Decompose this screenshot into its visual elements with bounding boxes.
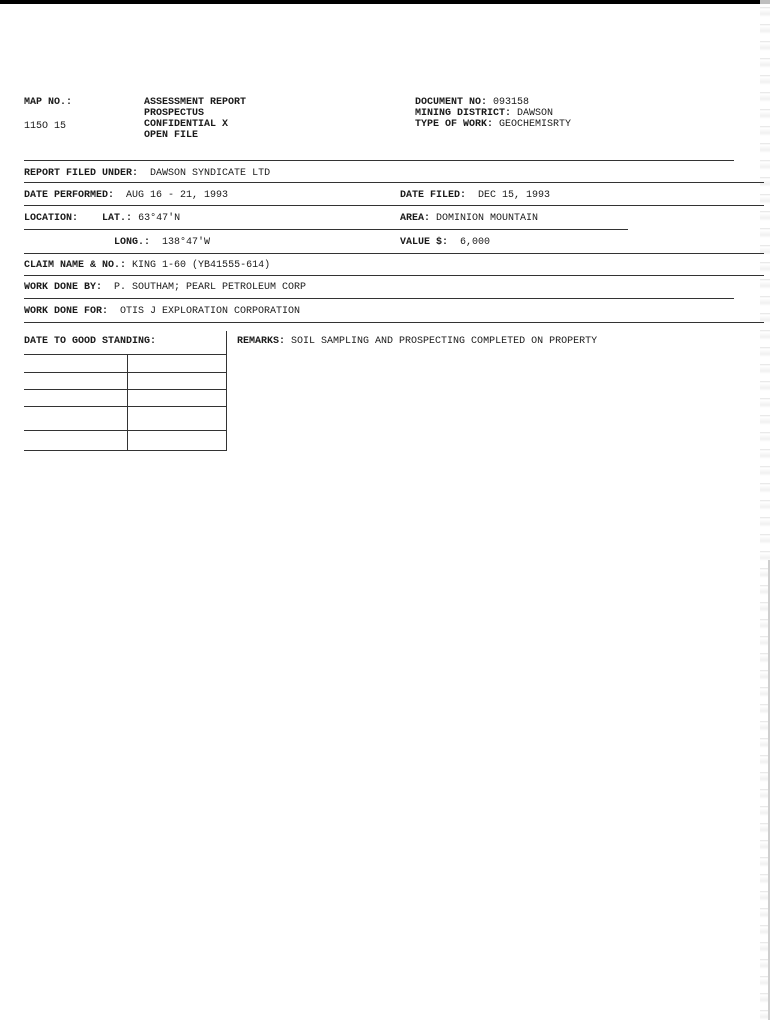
- date-performed-value: AUG 16 - 21, 1993: [126, 190, 229, 201]
- type-of-work-value: GEOCHEMISRTY: [499, 119, 572, 130]
- lat-label: LAT.:: [102, 213, 133, 224]
- grid-rule: [24, 430, 226, 431]
- work-done-by-label: WORK DONE BY:: [24, 282, 103, 293]
- type-of-work-line: [415, 119, 571, 130]
- map-no-value: 115O 15: [24, 121, 67, 132]
- grid-rule: [24, 389, 226, 390]
- date-performed-row: [24, 190, 228, 201]
- divider: [226, 331, 227, 451]
- grid-divider: [127, 354, 128, 450]
- map-no-label: MAP NO.:: [24, 97, 73, 108]
- date-filed-label: DATE FILED:: [400, 190, 467, 201]
- area-row: [400, 213, 538, 224]
- value-value: 6,000: [460, 237, 491, 248]
- work-done-for-label: WORK DONE FOR:: [24, 306, 109, 317]
- area-label: AREA:: [400, 213, 431, 224]
- work-done-by-value: P. SOUTHAM; PEARL PETROLEUM CORP: [114, 282, 307, 293]
- work-done-for-row: [24, 306, 300, 317]
- long-label: LONG.:: [114, 237, 151, 248]
- claim-value: KING 1-60 (YB41555-614): [132, 260, 271, 271]
- prospectus-label: PROSPECTUS: [144, 108, 205, 119]
- value-row: [400, 237, 490, 248]
- document-no-label: DOCUMENT NO:: [415, 97, 488, 108]
- report-type: ASSESSMENT REPORT: [144, 97, 247, 108]
- date-performed-label: DATE PERFORMED:: [24, 190, 115, 201]
- date-filed-value: DEC 15, 1993: [478, 190, 551, 201]
- rule: [24, 298, 734, 299]
- claim-row: [24, 260, 270, 271]
- long-row: [114, 237, 210, 248]
- rule: [24, 160, 734, 161]
- document-no-value: 093158: [493, 97, 530, 108]
- area-value: DOMINION MOUNTAIN: [436, 213, 539, 224]
- remarks-row: [237, 336, 597, 347]
- location-label: LOCATION:: [24, 213, 79, 224]
- lat-value: 63°47'N: [138, 213, 181, 224]
- work-done-for-value: OTIS J EXPLORATION CORPORATION: [120, 306, 301, 317]
- value-label: VALUE $:: [400, 237, 449, 248]
- good-standing-label: DATE TO GOOD STANDING:: [24, 336, 157, 347]
- mining-district-label: MINING DISTRICT:: [415, 108, 512, 119]
- report-filed-under-value: DAWSON SYNDICATE LTD: [150, 168, 271, 179]
- claim-label: CLAIM NAME & NO.:: [24, 260, 127, 271]
- rule: [24, 322, 764, 323]
- open-file-label: OPEN FILE: [144, 130, 199, 141]
- report-filed-under-label: REPORT FILED UNDER:: [24, 168, 139, 179]
- document-no-line: [415, 97, 529, 108]
- grid-rule: [24, 354, 226, 355]
- remarks-label: REMARKS:: [237, 336, 286, 347]
- report-filed-under-row: [24, 168, 270, 179]
- rule: [24, 205, 764, 206]
- rule: [24, 275, 764, 276]
- scan-top-border: [0, 0, 770, 4]
- remarks-value: SOIL SAMPLING AND PROSPECTING COMPLETED ON PROPERTY: [291, 336, 598, 347]
- rule: [24, 182, 764, 183]
- grid-rule: [24, 406, 226, 407]
- mining-district-line: [415, 108, 553, 119]
- rule: [24, 229, 628, 230]
- location-row: [24, 213, 180, 224]
- date-filed-row: [400, 190, 550, 201]
- confidential-label: CONFIDENTIAL X: [144, 119, 229, 130]
- work-done-by-row: [24, 282, 306, 293]
- type-of-work-label: TYPE OF WORK:: [415, 119, 494, 130]
- rule: [24, 253, 764, 254]
- grid-rule: [24, 372, 226, 373]
- mining-district-value: DAWSON: [517, 108, 554, 119]
- grid-rule: [24, 450, 226, 451]
- long-value: 138°47'W: [162, 237, 211, 248]
